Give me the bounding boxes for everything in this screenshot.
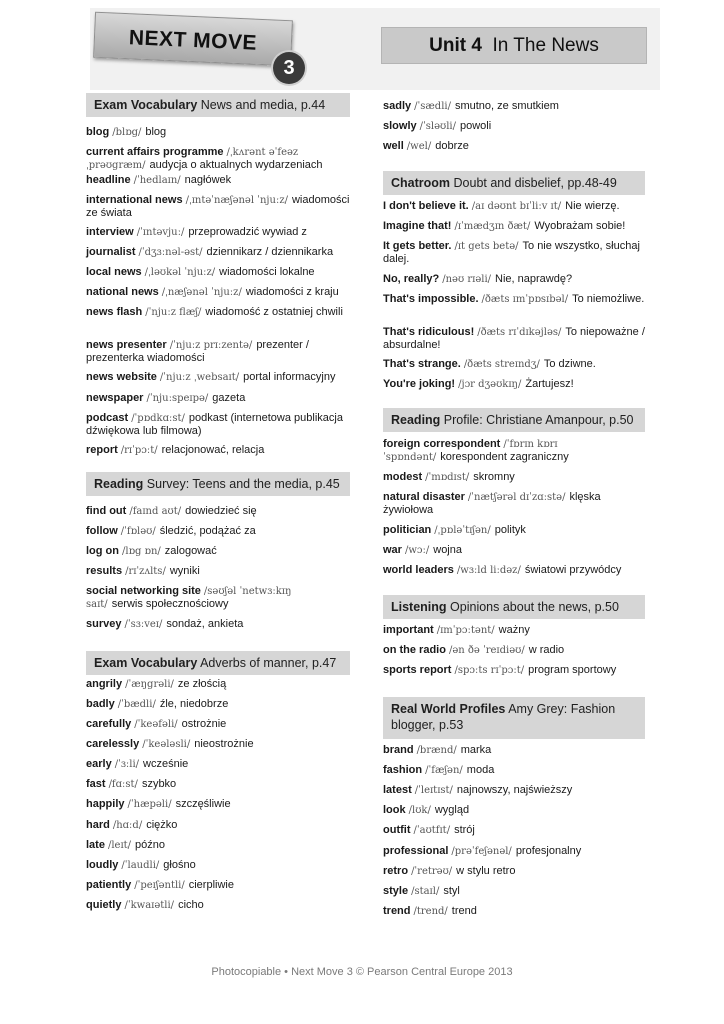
entry-phonetic: /wɜːld liːdəz/ bbox=[456, 565, 521, 576]
section-heading bbox=[383, 171, 645, 195]
entry-word: report bbox=[86, 444, 118, 456]
entry-phonetic: /ðæts streɪndʒ/ bbox=[463, 359, 540, 370]
vocab-entry bbox=[383, 326, 645, 352]
entry-word: podcast bbox=[86, 412, 129, 424]
entry-translation: dziennikarz / dziennikarka bbox=[206, 246, 334, 258]
entry-word: That's ridiculous! bbox=[383, 326, 475, 338]
section-heading-topic: Survey: Teens and the media, p.45 bbox=[146, 477, 340, 491]
entry-word: modest bbox=[383, 471, 423, 483]
entry-word: quietly bbox=[86, 899, 122, 911]
entry-translation: program sportowy bbox=[528, 664, 617, 676]
entry-translation: w radio bbox=[528, 644, 565, 656]
entry-phonetic: /nəʊ rɪəli/ bbox=[442, 274, 492, 285]
entry-phonetic: /ˈsɜːveɪ/ bbox=[124, 619, 163, 630]
entry-translation: serwis społecznościowy bbox=[111, 598, 229, 610]
entry-phonetic: /ˈkeəfəli/ bbox=[134, 719, 178, 730]
vocab-entry bbox=[383, 804, 645, 817]
vocab-entry bbox=[383, 378, 645, 391]
entry-phonetic: /fɑːst/ bbox=[108, 779, 138, 790]
entry-translation: źle, niedobrze bbox=[159, 698, 229, 710]
entry-word: international news bbox=[86, 194, 183, 206]
section-heading-label: Exam Vocabulary bbox=[94, 98, 198, 112]
vocab-entry bbox=[86, 306, 350, 319]
entry-phonetic: /ˌkʌrənt əˈfeəz ˌprəʊgræm/ bbox=[86, 147, 299, 171]
vocab-entry bbox=[86, 698, 350, 711]
entry-word: carefully bbox=[86, 718, 132, 730]
entry-translation: szybko bbox=[141, 778, 177, 790]
vocab-entry bbox=[383, 240, 645, 266]
entry-word: blog bbox=[86, 126, 110, 138]
vocab-entry bbox=[383, 845, 645, 858]
entry-translation: zalogować bbox=[164, 545, 217, 557]
section-heading bbox=[86, 651, 350, 675]
entry-word: hard bbox=[86, 819, 110, 831]
entry-phonetic: /ˌpɒləˈtɪʃən/ bbox=[434, 525, 491, 536]
entry-phonetic: /leɪt/ bbox=[107, 840, 132, 851]
vocab-entry bbox=[86, 859, 350, 872]
entry-word: war bbox=[383, 544, 402, 556]
entry-word: latest bbox=[383, 784, 412, 796]
entry-phonetic: /ˈɜːli/ bbox=[114, 759, 140, 770]
vocab-entry bbox=[86, 174, 350, 187]
entry-phonetic: /ɪˈmædʒɪn ðæt/ bbox=[454, 221, 531, 232]
entry-translation: ze złością bbox=[177, 678, 227, 690]
entry-phonetic: /ˈnjuːspeɪpə/ bbox=[146, 393, 209, 404]
entry-word: That's strange. bbox=[383, 358, 461, 370]
entry-phonetic: /ˈɪntəvjuː/ bbox=[136, 227, 185, 238]
entry-translation: wiadomości lokalne bbox=[219, 266, 315, 278]
vocab-entry bbox=[383, 664, 645, 677]
entry-word: well bbox=[383, 140, 404, 152]
entry-phonetic: /ˈnjuːz prɪːzentə/ bbox=[169, 340, 253, 351]
entry-translation: podkast (internetowa publikacja dźwiękowa lub filmowa) bbox=[86, 412, 343, 437]
entry-phonetic: /ən ðə ˈreɪdiəʊ/ bbox=[448, 645, 525, 656]
section-heading-topic: Profile: Christiane Amanpour, p.50 bbox=[443, 413, 634, 427]
entry-translation: To niemożliwe. bbox=[572, 293, 645, 305]
entry-phonetic: /ˈpeɪʃəntli/ bbox=[134, 880, 185, 891]
vocab-entry bbox=[86, 392, 350, 405]
entry-word: retro bbox=[383, 865, 409, 877]
entry-translation: To niepoważne / absurdalne! bbox=[383, 326, 645, 351]
entry-word: trend bbox=[383, 905, 411, 917]
vocab-entry bbox=[86, 545, 350, 558]
section-heading-label: Real World Profiles bbox=[391, 702, 506, 716]
entry-word: world leaders bbox=[383, 564, 454, 576]
entry-word: fashion bbox=[383, 764, 423, 776]
entry-phonetic: /ˈnjuːz flæʃ/ bbox=[145, 307, 202, 318]
entry-word: current affairs programme bbox=[86, 146, 224, 158]
section-heading-label: Chatroom bbox=[391, 176, 451, 190]
entry-word: That's impossible. bbox=[383, 293, 479, 305]
vocab-entry bbox=[383, 905, 645, 918]
entry-translation: prezenter / prezenterka wiadomości bbox=[86, 339, 309, 364]
entry-phonetic: /ˈmɒdɪst/ bbox=[425, 472, 470, 483]
entry-phonetic: /hɑːd/ bbox=[112, 820, 143, 831]
vocab-entry bbox=[383, 220, 645, 233]
entry-word: headline bbox=[86, 174, 131, 186]
entry-word: news presenter bbox=[86, 339, 167, 351]
entry-translation: To nie wszystko, słuchaj dalej. bbox=[383, 240, 640, 265]
entry-phonetic: /jɔr dʒəʊkɪŋ/ bbox=[458, 379, 522, 390]
section-heading-label: Listening bbox=[391, 600, 447, 614]
vocab-entry bbox=[383, 140, 645, 153]
entry-translation: śledzić, podążać za bbox=[159, 525, 256, 537]
entry-phonetic: /ˌləʊkəl ˈnjuːz/ bbox=[144, 267, 216, 278]
entry-translation: wiadomość z ostatniej chwili bbox=[205, 306, 343, 318]
entry-phonetic: /ˈfæʃən/ bbox=[425, 765, 463, 776]
entry-word: social networking site bbox=[86, 585, 201, 597]
entry-word: interview bbox=[86, 226, 134, 238]
entry-word: You're joking! bbox=[383, 378, 456, 390]
vocab-entry bbox=[86, 899, 350, 912]
entry-translation: marka bbox=[460, 744, 492, 756]
vocab-entry bbox=[383, 544, 645, 557]
entry-word: style bbox=[383, 885, 409, 897]
entry-phonetic: /ɪmˈpɔːtənt/ bbox=[436, 625, 495, 636]
section-heading-topic: Doubt and disbelief, pp.48-49 bbox=[453, 176, 617, 190]
entry-word: foreign correspondent bbox=[383, 438, 501, 450]
entry-word: No, really? bbox=[383, 273, 440, 285]
entry-phonetic: /ˈdʒɜːnəl-əst/ bbox=[138, 247, 203, 258]
entry-word: happily bbox=[86, 798, 125, 810]
entry-phonetic: /prəˈfeʃənəl/ bbox=[451, 846, 512, 857]
vocab-entry bbox=[86, 412, 350, 438]
entry-phonetic: /ˈlaudli/ bbox=[121, 860, 160, 871]
vocab-entry bbox=[86, 718, 350, 731]
vocab-entry bbox=[86, 266, 350, 279]
entry-translation: ostrożnie bbox=[181, 718, 227, 730]
entry-phonetic: /faɪnd aʊt/ bbox=[129, 506, 182, 517]
section-heading bbox=[86, 472, 350, 496]
entry-translation: skromny bbox=[473, 471, 515, 483]
entry-phonetic: /səʊʃəl ˈnetwɜːkɪŋ saɪt/ bbox=[86, 586, 292, 610]
entry-translation: przeprowadzić wywiad z bbox=[188, 226, 307, 238]
entry-phonetic: /ˈnætʃərəl dɪˈzɑːstə/ bbox=[467, 492, 566, 503]
vocab-entry bbox=[383, 644, 645, 657]
next-move-logo bbox=[93, 12, 293, 67]
vocab-entry bbox=[86, 339, 350, 365]
entry-word: newspaper bbox=[86, 392, 144, 404]
entry-phonetic: /ˈhæpəli/ bbox=[127, 799, 172, 810]
vocab-entry bbox=[86, 819, 350, 832]
entry-translation: Nie, naprawdę? bbox=[495, 273, 573, 285]
entry-translation: ciężko bbox=[146, 819, 178, 831]
section-heading bbox=[383, 408, 645, 432]
vocab-entry bbox=[86, 778, 350, 791]
entry-translation: To dziwne. bbox=[543, 358, 596, 370]
entry-translation: dowiedzieć się bbox=[185, 505, 257, 517]
entry-phonetic: /ˈkwaɪətli/ bbox=[124, 900, 175, 911]
vocab-entry bbox=[86, 194, 350, 220]
entry-translation: Wyobrażam sobie! bbox=[534, 220, 626, 232]
entry-word: Imagine that! bbox=[383, 220, 452, 232]
vocab-entry bbox=[86, 126, 350, 139]
entry-word: find out bbox=[86, 505, 127, 517]
entry-translation: trend bbox=[451, 905, 477, 917]
entry-word: sports report bbox=[383, 664, 452, 676]
entry-translation: wcześnie bbox=[143, 758, 189, 770]
entry-phonetic: /lɒg ɒn/ bbox=[122, 546, 161, 557]
entry-translation: audycja o aktualnych wydarzeniach bbox=[149, 159, 323, 171]
entry-phonetic: /trend/ bbox=[413, 906, 448, 917]
entry-word: survey bbox=[86, 618, 122, 630]
entry-translation: polityk bbox=[494, 524, 526, 536]
entry-phonetic: /rɪˈzʌlts/ bbox=[125, 566, 166, 577]
vocab-entry bbox=[383, 524, 645, 537]
vocab-entry bbox=[383, 784, 645, 797]
entry-word: early bbox=[86, 758, 112, 770]
entry-word: natural disaster bbox=[383, 491, 465, 503]
entry-translation: dobrze bbox=[435, 140, 469, 152]
entry-phonetic: /ˌɪntəˈnæʃənəl ˈnjuːz/ bbox=[185, 195, 288, 206]
section-heading-topic: Opinions about the news, p.50 bbox=[450, 600, 619, 614]
entry-phonetic: /wɔː/ bbox=[404, 545, 430, 556]
entry-translation: wyniki bbox=[169, 565, 200, 577]
unit-title bbox=[381, 27, 647, 64]
vocab-entry bbox=[383, 471, 645, 484]
entry-translation: moda bbox=[466, 764, 495, 776]
entry-phonetic: /ðæts ɪmˈpɒsɪbəl/ bbox=[481, 294, 569, 305]
section-heading-label: Reading bbox=[94, 477, 144, 491]
vocab-entry bbox=[383, 293, 645, 306]
entry-word: on the radio bbox=[383, 644, 446, 656]
entry-translation: w stylu retro bbox=[456, 865, 516, 877]
entry-phonetic: /ɪt gets betə/ bbox=[454, 241, 519, 252]
entry-phonetic: /ˌnæʃənəl ˈnjuːz/ bbox=[161, 287, 242, 298]
entry-word: loudly bbox=[86, 859, 119, 871]
vocab-entry bbox=[383, 824, 645, 837]
entry-phonetic: /rɪˈpɔːt/ bbox=[120, 445, 158, 456]
entry-translation: późno bbox=[135, 839, 166, 851]
entry-word: local news bbox=[86, 266, 142, 278]
vocab-entry bbox=[86, 585, 350, 611]
section-heading-label: Reading bbox=[391, 413, 441, 427]
entry-translation: szczęśliwie bbox=[175, 798, 231, 810]
vocab-entry bbox=[383, 865, 645, 878]
entry-translation: korespondent zagraniczny bbox=[440, 451, 569, 463]
section-heading-topic: News and media, p.44 bbox=[200, 98, 326, 112]
vocab-entry bbox=[383, 744, 645, 757]
entry-phonetic: /lʊk/ bbox=[408, 805, 431, 816]
entry-word: slowly bbox=[383, 120, 417, 132]
vocab-entry bbox=[383, 438, 645, 464]
entry-word: It gets better. bbox=[383, 240, 452, 252]
vocab-entry bbox=[383, 624, 645, 637]
section-heading bbox=[86, 93, 350, 117]
entry-phonetic: /brænd/ bbox=[416, 745, 457, 756]
entry-phonetic: /ˈpɒdkɑːst/ bbox=[131, 413, 185, 424]
entry-phonetic: /aɪ dəʊnt bɪˈliːv ɪt/ bbox=[471, 201, 562, 212]
vocab-entry bbox=[86, 226, 350, 239]
entry-word: professional bbox=[383, 845, 449, 857]
vocab-entry bbox=[383, 358, 645, 371]
entry-phonetic: /blɒg/ bbox=[112, 127, 142, 138]
vocab-entry bbox=[383, 120, 645, 133]
entry-word: follow bbox=[86, 525, 118, 537]
entry-word: news website bbox=[86, 371, 157, 383]
entry-phonetic: /ˈaʊtfɪt/ bbox=[413, 825, 451, 836]
vocab-entry bbox=[383, 885, 645, 898]
entry-translation: styl bbox=[443, 885, 460, 897]
entry-translation: relacjonować, relacja bbox=[161, 444, 265, 456]
entry-translation: blog bbox=[145, 126, 167, 138]
vocab-entry bbox=[86, 839, 350, 852]
entry-translation: Nie wierzę. bbox=[565, 200, 620, 212]
vocab-entry bbox=[383, 764, 645, 777]
entry-word: badly bbox=[86, 698, 115, 710]
footer-copyright: Photocopiable • Next Move 3 © Pearson Central Europe 2013 bbox=[211, 966, 513, 978]
entry-phonetic: /ˈhedlaɪn/ bbox=[133, 175, 181, 186]
entry-translation: nieostrożnie bbox=[194, 738, 254, 750]
entry-phonetic: /ðæts rɪˈdɪkəjləs/ bbox=[477, 327, 562, 338]
entry-phonetic: /wel/ bbox=[406, 141, 432, 152]
entry-translation: nagłówek bbox=[184, 174, 232, 186]
entry-phonetic: /ˈleɪtɪst/ bbox=[414, 785, 453, 796]
vocab-entry bbox=[86, 146, 350, 172]
entry-phonetic: /ˈfɒləʊ/ bbox=[120, 526, 156, 537]
vocab-entry bbox=[86, 879, 350, 892]
entry-translation: profesjonalny bbox=[515, 845, 582, 857]
entry-translation: światowi przywódcy bbox=[524, 564, 622, 576]
entry-translation: wiadomości z kraju bbox=[245, 286, 339, 298]
logo-text: NEXT MOVE bbox=[128, 26, 258, 55]
entry-word: outfit bbox=[383, 824, 411, 836]
entry-phonetic: /ˈæŋgrəli/ bbox=[125, 679, 174, 690]
unit-label: Unit 4 bbox=[429, 35, 482, 56]
vocab-entry bbox=[86, 246, 350, 259]
entry-translation: strój bbox=[454, 824, 475, 836]
vocab-entry bbox=[86, 286, 350, 299]
entry-phonetic: /ˈfɒrɪn kɒrɪˈspɒndənt/ bbox=[383, 439, 558, 463]
vocab-entry bbox=[86, 444, 350, 457]
entry-translation: wiadomości ze świata bbox=[86, 194, 350, 219]
entry-word: sadly bbox=[383, 100, 412, 112]
entry-word: fast bbox=[86, 778, 106, 790]
vocab-entry bbox=[86, 738, 350, 751]
entry-phonetic: /ˈsləʊli/ bbox=[419, 121, 456, 132]
entry-word: late bbox=[86, 839, 105, 851]
entry-translation: sondaż, ankieta bbox=[166, 618, 244, 630]
section-heading bbox=[383, 595, 645, 619]
section-heading bbox=[383, 697, 645, 739]
vocab-entry bbox=[86, 798, 350, 811]
entry-word: national news bbox=[86, 286, 159, 298]
entry-translation: portal informacyjny bbox=[243, 371, 336, 383]
section-heading-topic: Adverbs of manner, p.47 bbox=[200, 656, 337, 670]
entry-translation: smutno, ze smutkiem bbox=[454, 100, 559, 112]
vocab-entry bbox=[383, 200, 645, 213]
entry-word: carelessly bbox=[86, 738, 140, 750]
vocab-entry bbox=[383, 273, 645, 286]
vocab-entry bbox=[383, 100, 645, 113]
entry-translation: ważny bbox=[498, 624, 530, 636]
entry-word: results bbox=[86, 565, 123, 577]
entry-word: angrily bbox=[86, 678, 123, 690]
entry-word: politician bbox=[383, 524, 432, 536]
entry-phonetic: /staɪl/ bbox=[411, 886, 440, 897]
entry-phonetic: /ˈnjuːz ˌwebsaɪt/ bbox=[159, 372, 240, 383]
entry-translation: wojna bbox=[433, 544, 462, 556]
vocab-entry bbox=[86, 505, 350, 518]
entry-translation: wygląd bbox=[434, 804, 470, 816]
entry-word: log on bbox=[86, 545, 119, 557]
entry-translation: cicho bbox=[178, 899, 204, 911]
entry-phonetic: /ˈsædli/ bbox=[414, 101, 451, 112]
section-heading-topic: Amy Grey: Fashion blogger, p.53 bbox=[391, 702, 616, 732]
entry-word: brand bbox=[383, 744, 414, 756]
entry-word: I don't believe it. bbox=[383, 200, 469, 212]
entry-translation: Żartujesz! bbox=[525, 378, 574, 390]
entry-phonetic: /ˈbædli/ bbox=[117, 699, 156, 710]
vocab-entry bbox=[86, 565, 350, 578]
section-heading-label: Exam Vocabulary bbox=[94, 656, 198, 670]
entry-translation: cierpliwie bbox=[188, 879, 234, 891]
unit-topic: In The News bbox=[492, 35, 599, 56]
vocab-entry bbox=[383, 491, 645, 517]
entry-translation: gazeta bbox=[212, 392, 246, 404]
vocab-entry bbox=[86, 525, 350, 538]
entry-word: important bbox=[383, 624, 434, 636]
entry-word: news flash bbox=[86, 306, 143, 318]
entry-phonetic: /ˈretrəʊ/ bbox=[411, 866, 453, 877]
entry-translation: głośno bbox=[163, 859, 196, 871]
entry-translation: najnowszy, najświeższy bbox=[456, 784, 573, 796]
entry-translation: powoli bbox=[459, 120, 492, 132]
vocab-entry bbox=[86, 678, 350, 691]
entry-translation: klęska żywiołowa bbox=[383, 491, 601, 516]
entry-word: patiently bbox=[86, 879, 132, 891]
vocab-entry bbox=[86, 371, 350, 384]
vocab-entry bbox=[86, 758, 350, 771]
vocab-entry bbox=[86, 618, 350, 631]
entry-phonetic: /spɔːts rɪˈpɔːt/ bbox=[454, 665, 525, 676]
entry-word: journalist bbox=[86, 246, 136, 258]
entry-phonetic: /ˈkeələsli/ bbox=[142, 739, 191, 750]
entry-word: look bbox=[383, 804, 406, 816]
vocab-entry bbox=[383, 564, 645, 577]
logo-number-badge: 3 bbox=[273, 52, 305, 84]
